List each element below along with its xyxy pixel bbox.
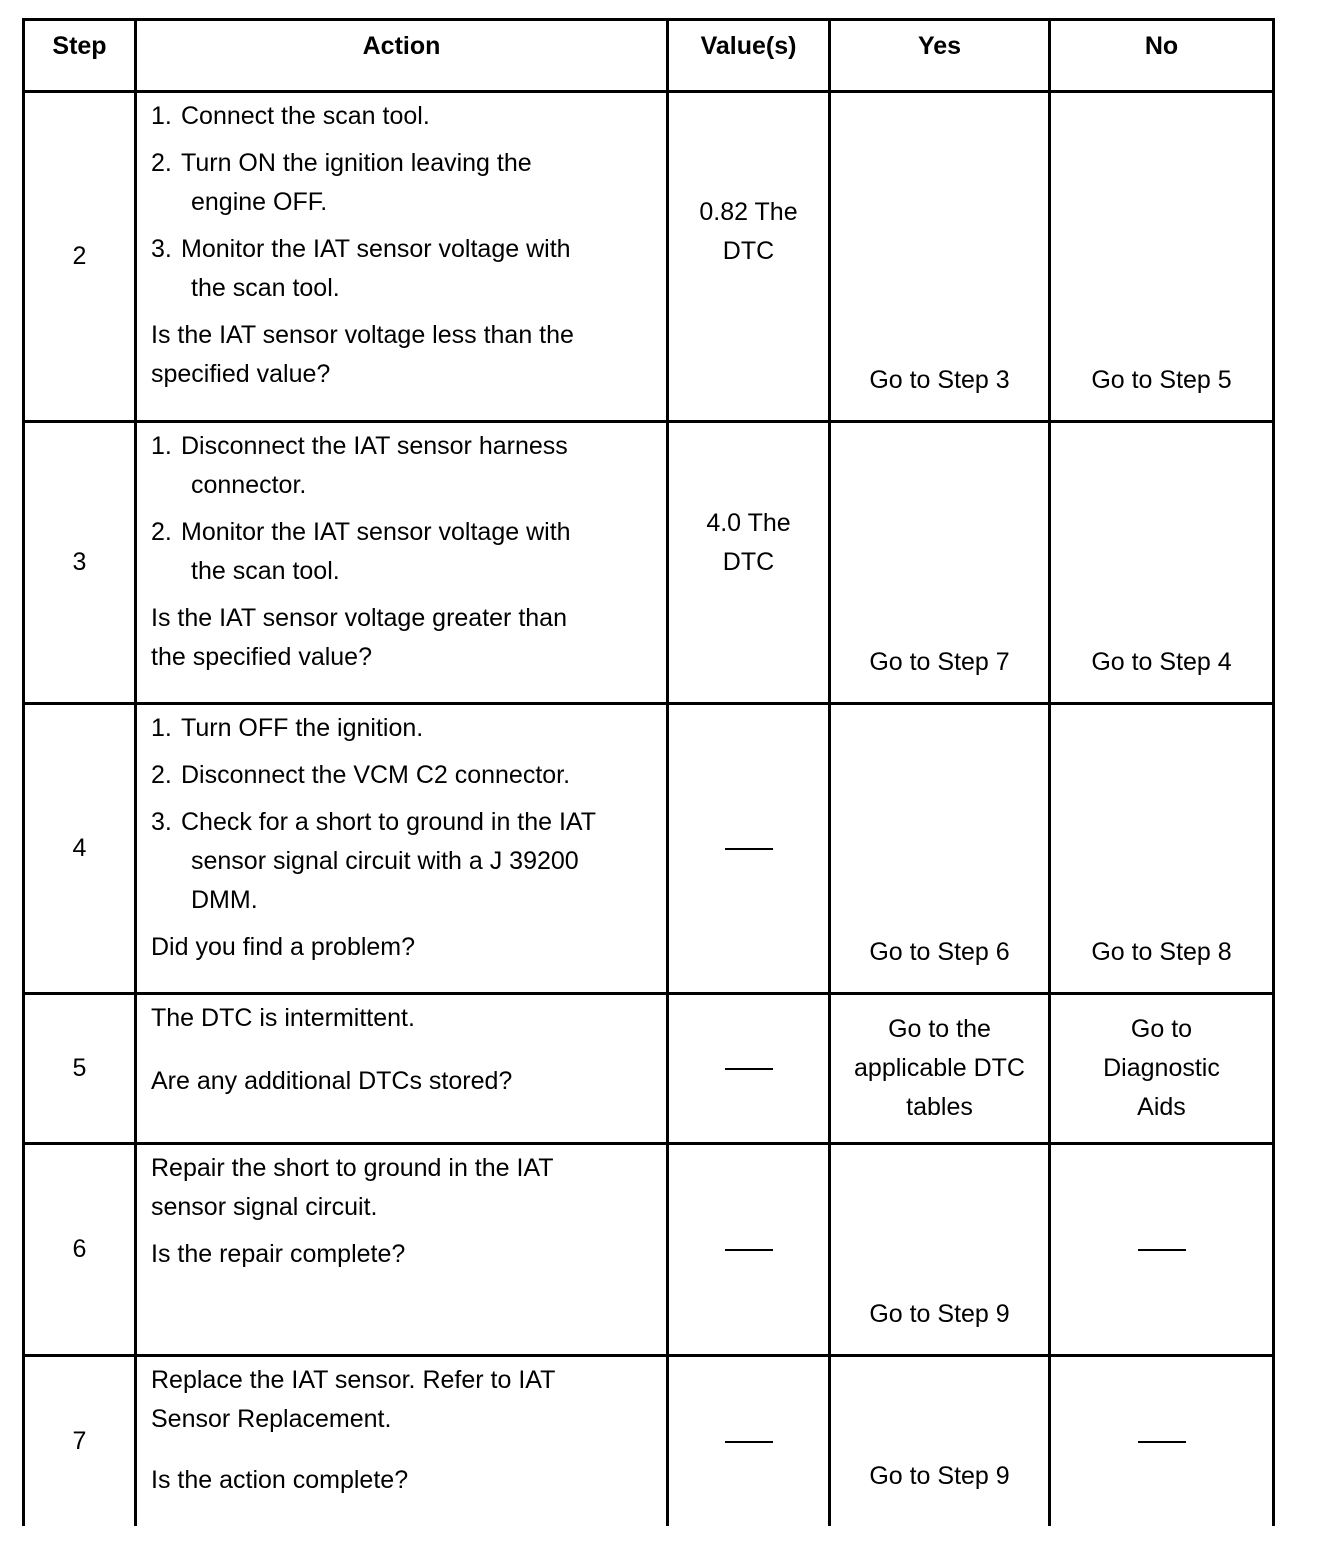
- action-cell: [136, 1144, 668, 1356]
- diagnostic-table: [22, 18, 1275, 1526]
- action-line: Replace the IAT sensor. Refer to IAT Sensor Replacement.: [151, 1366, 556, 1433]
- yes-cell: Go to Step 9: [830, 1144, 1050, 1356]
- action-question: Is the action complete?: [151, 1466, 409, 1494]
- value-dash: [668, 1356, 830, 1526]
- step-number: 3: [24, 422, 136, 704]
- value-cell: 4.0 The DTC: [668, 422, 830, 704]
- dash-mark: [1138, 1249, 1186, 1251]
- action-cell: [136, 1356, 668, 1526]
- action-cell: [136, 994, 668, 1144]
- yes-cell: Go to Step 9: [830, 1356, 1050, 1526]
- header-no: No: [1050, 20, 1274, 92]
- yes-cell: Go to Step 3: [830, 92, 1050, 422]
- yes-cell: Go to the applicable DTC tables: [830, 994, 1050, 1144]
- header-action: Action: [136, 20, 668, 92]
- action-item: 1. Disconnect the IAT sensor harness connector.: [151, 432, 568, 499]
- action-question: Is the IAT sensor voltage less than the specified value?: [151, 321, 574, 388]
- yes-cell: Go to Step 7: [830, 422, 1050, 704]
- value-cell: 0.82 The DTC: [668, 92, 830, 422]
- step-number: 4: [24, 704, 136, 994]
- header-step: Step: [24, 20, 136, 92]
- value-dash: [668, 1144, 830, 1356]
- step-number: 7: [24, 1356, 136, 1526]
- table-row: [24, 92, 1274, 422]
- no-cell: [1050, 1356, 1274, 1526]
- header-yes: Yes: [830, 20, 1050, 92]
- no-cell: Go to Diagnostic Aids: [1050, 994, 1274, 1144]
- no-cell: Go to Step 4: [1050, 422, 1274, 704]
- dash-mark: [725, 1249, 773, 1251]
- value-dash: [668, 994, 830, 1144]
- action-cell: [136, 422, 668, 704]
- action-line: Repair the short to ground in the IAT sensor signal circuit.: [151, 1154, 554, 1221]
- table-row: [24, 704, 1274, 994]
- action-question: Did you find a problem?: [151, 933, 416, 961]
- no-cell: Go to Step 8: [1050, 704, 1274, 994]
- action-item: 1. Connect the scan tool.: [151, 102, 430, 130]
- step-number: 2: [24, 92, 136, 422]
- value-dash: [668, 704, 830, 994]
- action-item: 2. Turn ON the ignition leaving the engine OFF.: [151, 149, 532, 216]
- dash-mark: [725, 1441, 773, 1443]
- action-item: 3. Monitor the IAT sensor voltage with the scan tool.: [151, 235, 571, 302]
- table-row: [24, 1144, 1274, 1356]
- action-item: 2. Disconnect the VCM C2 connector.: [151, 761, 571, 789]
- action-item: 1. Turn OFF the ignition.: [151, 714, 424, 742]
- dash-mark: [1138, 1441, 1186, 1443]
- dash-mark: [725, 848, 773, 850]
- table-row: [24, 422, 1274, 704]
- step-number: 6: [24, 1144, 136, 1356]
- action-item: 3. Check for a short to ground in the IAT sensor signal circuit with a J 39200 DMM.: [151, 808, 597, 914]
- action-question: Is the repair complete?: [151, 1240, 406, 1268]
- no-cell: [1050, 1144, 1274, 1356]
- action-item: 2. Monitor the IAT sensor voltage with the scan tool.: [151, 518, 571, 585]
- action-question: Is the IAT sensor voltage greater than the specified value?: [151, 604, 567, 671]
- table-row: [24, 994, 1274, 1144]
- dash-mark: [725, 1068, 773, 1070]
- header-values: Value(s): [668, 20, 830, 92]
- action-line: The DTC is intermittent.: [151, 1004, 415, 1032]
- step-number: 5: [24, 994, 136, 1144]
- action-cell: [136, 704, 668, 994]
- yes-cell: Go to Step 6: [830, 704, 1050, 994]
- table-row: [24, 1356, 1274, 1526]
- no-cell: Go to Step 5: [1050, 92, 1274, 422]
- header-row: [24, 20, 1274, 92]
- action-cell: [136, 92, 668, 422]
- action-question: Are any additional DTCs stored?: [151, 1067, 513, 1095]
